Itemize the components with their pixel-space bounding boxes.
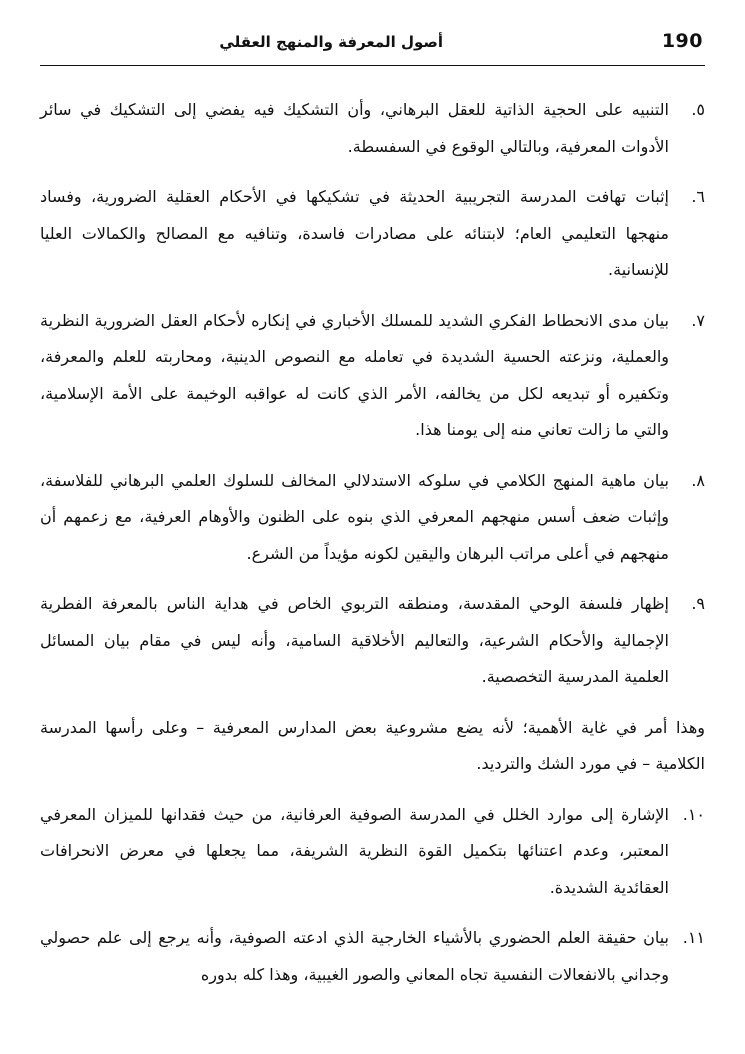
item-text: إظهار فلسفة الوحي المقدسة، ومنطقه التربوي الخاص في هداية الناس بالمعرفة الفطرية الإجمالية والأحكام الشرعية، والتعاليم الأخلاقية السامية، وأنه ليس في مقام بيان المسائل العلمية المدرسية التخصصية. — [40, 594, 669, 686]
item-text: بيان حقيقة العلم الحضوري بالأشياء الخارجية الذي ادعته الصوفية، وأنه يرجع إلى علم حصولي وجداني بالانفعالات النفسية تجاه المعاني والصور الغيبية، وهذا كله بدوره — [40, 928, 669, 984]
page-body — [40, 92, 705, 993]
item-number: ٩. — [691, 594, 705, 613]
item-text: بيان ماهية المنهج الكلامي في سلوكه الاستدلالي المخالف للسلوك العلمي البرهاني للفلاسفة، وإثبات ضعف أسس منهجهم المعرفي الذي بنوه على الظنون والأوهام العرفية، مع زعمهم أن منهجهم في أعلى مراتب البرهان واليقين لكونه مؤيداً من الشرع. — [40, 470, 669, 563]
item-text: التنبيه على الحجية الذاتية للعقل البرهاني، وأن التشكيك فيه يفضي إلى التشكيك في سائر الأدوات المعرفية، وبالتالي الوقوع في السفسطة. — [40, 100, 669, 156]
page-number: 190 — [661, 30, 703, 52]
item-number: ١١. — [682, 928, 705, 947]
item-number: ٧. — [691, 310, 705, 330]
item-text: بيان مدى الانحطاط الفكري الشديد للمسلك الأخباري في إنكاره لأحكام العقل الضرورية النظرية والعملية، ونزعته الحسية الشديدة في تعامله مع النصوص الدينية، ومحاربته للعلم والمعرفة، وتكفيره أو تبديعه لكل من يخالفه، الأمر الذي كانت له عواقبه الوخيمة على الأمة الإسلامية، والتي ما زالت تعاني منه إلى يومنا هذا. — [40, 310, 669, 439]
item-number: ٨. — [691, 470, 705, 490]
list-item — [40, 92, 705, 165]
running-title: أصول المعرفة والمنهج العقلي — [219, 33, 443, 51]
list-item — [40, 179, 705, 289]
item-number: ٦. — [691, 187, 705, 206]
header-rule — [40, 65, 705, 66]
list-item — [40, 920, 705, 993]
note-paragraph: وهذا أمر في غاية الأهمية؛ لأنه يضع مشروعية بعض المدارس المعرفية – وعلى رأسها المدرسة الكلامية – في مورد الشك والترديد. — [40, 717, 705, 773]
list-item — [40, 463, 705, 573]
list-item — [40, 586, 705, 696]
item-number: ٥. — [691, 100, 705, 119]
item-text: إثبات تهافت المدرسة التجريبية الحديثة في تشكيكها في الأحكام العقلية الضرورية، وفساد منهجها التعليمي العام؛ لابتنائه على مصادرات فاسدة، وتنافيه مع المصالح والكمالات العليا للإنسانية. — [40, 187, 669, 279]
item-text: الإشارة إلى موارد الخلل في المدرسة الصوفية العرفانية، من حيث فقدانها للميزان المعرفي المعتبر، وعدم اعتنائها بتكميل القوة النظرية الشريفة، مما يجعلها في معرض الانحرافات العقائدية الشديدة. — [40, 804, 669, 897]
list-item — [40, 797, 705, 907]
page-header — [40, 0, 705, 66]
item-number: ١٠. — [682, 804, 705, 824]
list-item — [40, 303, 705, 449]
